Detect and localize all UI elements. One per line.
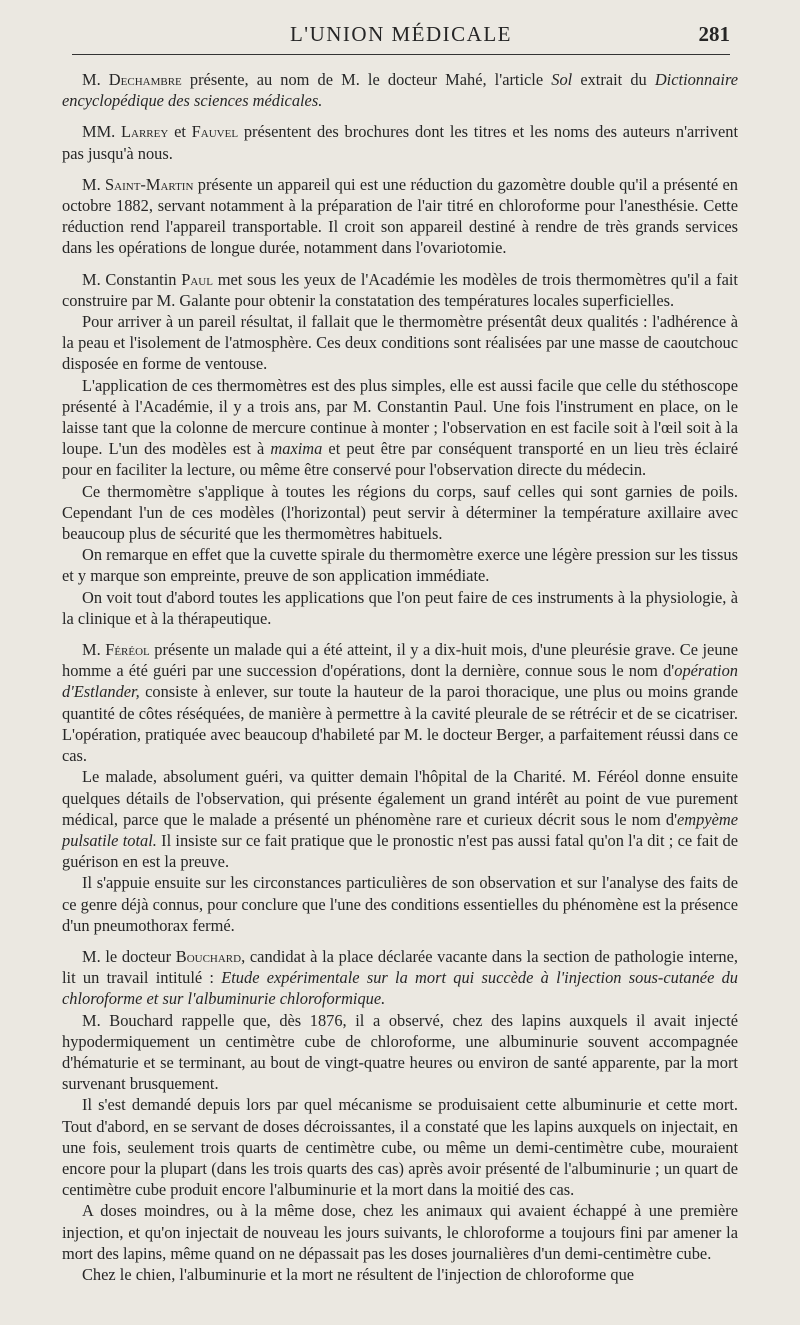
text-run: MM. bbox=[82, 122, 122, 142]
author-name: Larrey bbox=[121, 122, 169, 142]
text-run: Il s'est demandé depuis lors par quel mécanisme se produisaient cette albuminurie et cette mort. Tout d'abord, en se servant de doses décroissantes, il a constaté que les lapins auxquels on injectait, en une fois, seulement trois quarts de centimètre cube, ou même un demi-centimètre cube, mouraient encore pour la plupart (dans les trois quarts des cas) après avoir présenté de l'albuminurie ; un quart de centimètre cube produit encore l'albuminurie et la mort dans la moitié des cas. bbox=[62, 1095, 738, 1200]
author-name: Paul bbox=[181, 269, 213, 289]
text-run: M. bbox=[82, 70, 109, 89]
author-name: Dechambre bbox=[108, 70, 182, 89]
author-name: Saint-Martin bbox=[105, 174, 194, 194]
text-run: L'application de ces thermomètres est des plus simples, elle est aussi facile que celle du stéthoscope présenté à l'Académie, il y a trois ans, par M. Constantin Paul. Une fois l'instrument en place, on le laisse tant que la colonne de mercure continue à monter ; l'observation en est facile soit à l'œil soit à la loupe. L'un des modèles est à bbox=[62, 375, 738, 459]
paragraph bbox=[62, 544, 738, 586]
text-run: M. bbox=[82, 640, 106, 660]
text-run: consiste à enlever, sur toute la hauteur de la paroi thoracique, une plus ou moins grande quantité de côtes réséquées, de manière à permettre à la cavité pleurale de se rétrécir et de se cicatriser. L'opération, pratiquée avec beaucoup d'habileté par M. le docteur Berger, a parfaitement réussi dans ce cas. bbox=[62, 682, 738, 766]
page-header bbox=[72, 16, 730, 55]
paragraph bbox=[62, 872, 738, 936]
italic-text: Sol bbox=[551, 70, 573, 89]
text-run: Il s'appuie ensuite sur les circonstances particulières de son observation et sur l'analyse des faits de ce genre déjà connus, pour conclure que l'une des conditions essentielles du phénomène est la présence d'un pneumothorax fermé. bbox=[62, 873, 738, 935]
paragraph bbox=[62, 766, 738, 872]
italic-text: Dictionnaire encyclopédique des sciences médicales. bbox=[62, 70, 738, 111]
paragraph bbox=[62, 121, 738, 163]
text-run: Il insiste sur ce fait pratique que le pronostic n'est pas aussi fatal qu'on l'a dit ; ce fait de guérison en est la preuve. bbox=[62, 830, 739, 872]
text-run: présente un appareil qui est une réduction du gazomètre double qu'il a présenté en octobre 1882, servant notamment à la préparation de l'air titré en chloroforme pour l'anesthésie. Cette réduction rend l'appareil transportable. Il croit son appareil destiné à rendre de très grands services dans les opérations de longue durée, notamment dans l'ovariotomie. bbox=[62, 174, 738, 258]
running-title: L'UNION MÉDICALE bbox=[289, 22, 512, 46]
text-run: M. le docteur bbox=[82, 946, 176, 966]
paragraph bbox=[62, 946, 738, 1010]
paragraph bbox=[62, 174, 738, 259]
paragraph bbox=[62, 639, 738, 766]
paragraph bbox=[62, 1010, 738, 1095]
italic-text: empyème pulsatile total. bbox=[62, 809, 738, 850]
text-run: extrait du bbox=[572, 70, 655, 89]
text-run: A doses moindres, ou à la même dose, chez les animaux qui avaient échappé à une première injection, et qu'on injectait de nouveau les jours suivants, le chloroforme a toujours fini par amener la mort des lapins, même quand on ne dépassait pas les doses journalières d'un demi-centimètre cube. bbox=[62, 1201, 738, 1263]
author-name: Féréol bbox=[105, 640, 150, 660]
text-run: M. Constantin bbox=[82, 269, 182, 289]
paragraph bbox=[62, 481, 738, 545]
text-run: Ce thermomètre s'applique à toutes les régions du corps, sauf celles qui sont garnies de poils. Cependant l'un de ces modèles (l'horizontal) peut servir à déterminer la température axillaire avec beaucoup plus de sécurité que les thermomètres habituels. bbox=[62, 481, 738, 544]
italic-text: maxima bbox=[270, 439, 323, 459]
italic-text: opération d'Estlander, bbox=[62, 661, 738, 702]
paragraph bbox=[62, 1200, 738, 1264]
text-run: On remarque en effet que la cuvette spirale du thermomètre exerce une légère pression sur les tissus et y marque son empreinte, preuve de son application immédiate. bbox=[62, 545, 738, 586]
text-run: présente un malade qui a été atteint, il y a dix-huit mois, d'une pleurésie grave. Ce jeune homme a été guéri par une succession d'opérations, dont la dernière, connue sous le nom d' bbox=[62, 640, 738, 681]
text-run: , candidat à la place déclarée vacante dans la section de pathologie interne, lit un travail intitulé : bbox=[62, 946, 738, 988]
text-run: On voit tout d'abord toutes les applications que l'on peut faire de ces instruments à la physiologie, à la clinique et à la thérapeutique. bbox=[62, 587, 738, 628]
text-run: et peut être par conséquent transporté en un lieu très éclairé pour en faciliter la lecture, ou même être conservé pour l'observation directe du médecin. bbox=[62, 439, 738, 480]
text-run: et bbox=[168, 122, 192, 142]
text-run: M. Bouchard rappelle que, dès 1876, il a observé, chez des lapins auxquels il avait injecté hypodermiquement un centimètre cube de chloroforme, une albuminurie souvent accompagnée d'hématurie et se terminant, au bout de vingt-quatre heures ou environ de santé apparente, par la mort survenant brusquement. bbox=[62, 1010, 738, 1094]
author-name: Fauvel bbox=[191, 122, 239, 142]
paragraph bbox=[62, 1094, 738, 1200]
text-run: présente, au nom de M. le docteur Mahé, l'article bbox=[181, 70, 552, 89]
paragraph bbox=[62, 1264, 738, 1285]
text-run: Le malade, absolument guéri, va quitter demain l'hôpital de la Charité. M. Féréol donne ensuite quelques détails de l'observation, qui présente également un grand intérêt au point de vue purement médical, parce que le malade a présenté un phénomène rare et curieux décrit sous le nom d' bbox=[62, 767, 738, 829]
author-name: Bouchard bbox=[175, 946, 242, 966]
text-run: Pour arriver à un pareil résultat, il fallait que le thermomètre présentât deux qualités : l'adhérence à la peau et l'isolement de l'atmosphère. Ces deux conditions sont réalisées par une masse de caoutchouc disposée en forme de ventouse. bbox=[62, 312, 738, 374]
text-run: met sous les yeux de l'Académie les modèles de trois thermomètres qu'il a fait construire par M. Galante pour obtenir la constatation des températures locales superficielles. bbox=[62, 269, 738, 310]
article-body bbox=[62, 69, 738, 1285]
text-run: présentent des brochures dont les titres et les noms des auteurs n'arrivent pas jusqu'à nous. bbox=[62, 122, 738, 163]
paragraph bbox=[62, 375, 738, 481]
text-run: M. bbox=[82, 174, 106, 194]
italic-text: Etude expérimentale sur la mort qui succède à l'injection sous-cutanée du chloroforme et sur l'albuminurie chloroformique. bbox=[62, 968, 738, 1009]
page-number: 281 bbox=[698, 22, 730, 46]
paragraph bbox=[62, 69, 738, 111]
paragraph bbox=[62, 269, 738, 311]
paragraph bbox=[62, 587, 738, 629]
text-run: Chez le chien, l'albuminurie et la mort ne résultent de l'injection de chloroforme que bbox=[82, 1264, 635, 1284]
paragraph bbox=[62, 311, 738, 375]
